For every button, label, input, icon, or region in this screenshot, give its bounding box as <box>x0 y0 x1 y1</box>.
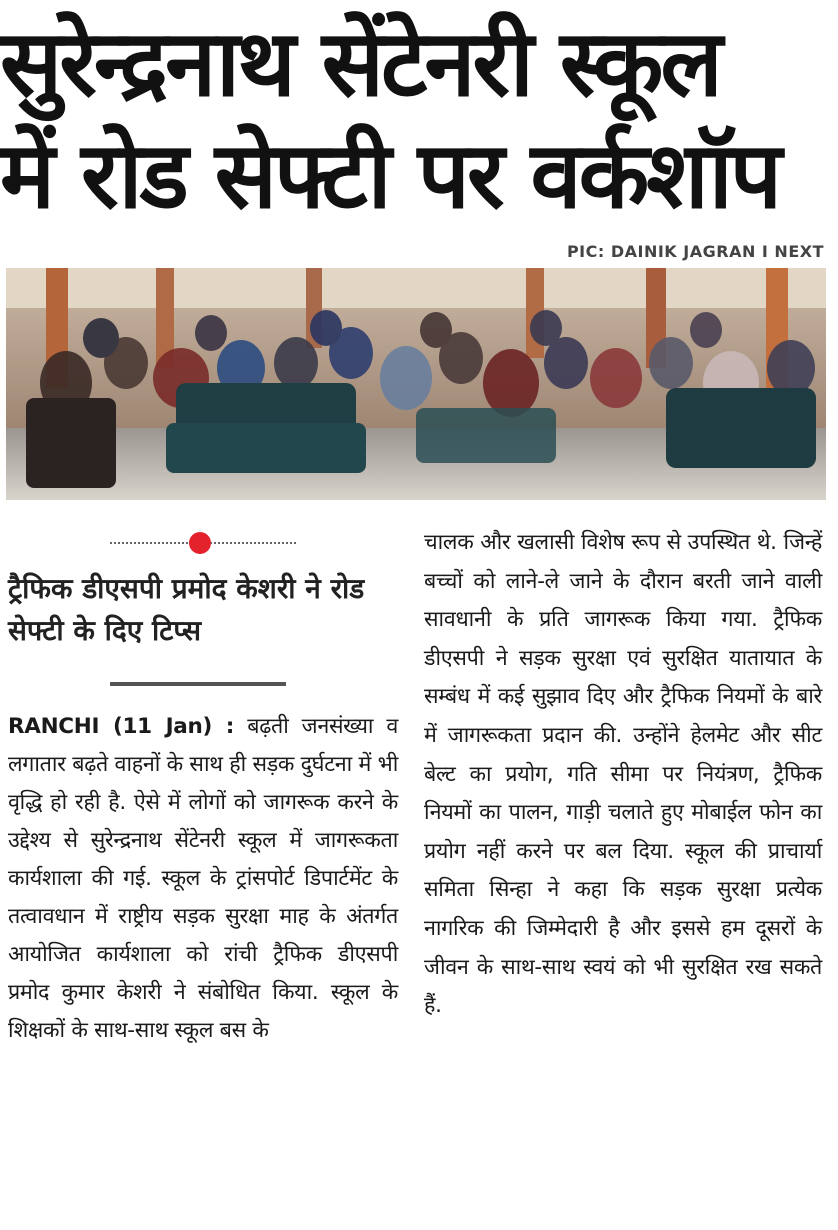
photo-credit: PIC: DAINIK JAGRAN I NEXT <box>566 242 824 261</box>
subheadline: ट्रैफिक डीएसपी प्रमोद केशरी ने रोड सेफ्टी के दिए टिप्स <box>8 572 365 647</box>
dateline: RANCHI (11 Jan) : <box>8 714 235 739</box>
auditorium-audience-image <box>6 268 826 500</box>
red-dot-icon <box>189 532 211 554</box>
headline-line-2: में रोड सेफ्टी पर वर्कशॉप <box>0 122 779 229</box>
section-divider <box>6 520 398 560</box>
headline-line-1: सुरेन्द्रनाथ सेंटेनरी स्कूल <box>0 10 720 117</box>
article-body-left <box>8 708 398 1050</box>
subheadline-rule <box>110 682 286 686</box>
article-text-left: बढ़ती जनसंख्या व लगातार बढ़ते वाहनों के साथ ही सड़क दुर्घटना में भी वृद्धि हो रही है. ऐसे में लोगों को जागरूक करने के उद्देश्य से सुरेन्द्रनाथ सेंटेनरी स्कूल में जागरूकता कार्यशाला की गई. स्कूल के ट्रांसपोर्ट डिपार्टमेंट के तत्वावधान में राष्ट्रीय सड़क सुरक्षा माह के अंतर्गत आयोजित कार्यशाला को रांची ट्रैफिक डीएसपी प्रमोद कुमार केशरी ने संबोधित किया. स्कूल के शिक्षकों के साथ-साथ स्कूल बस के <box>8 714 398 1043</box>
left-column <box>6 520 398 1050</box>
headline <box>0 8 830 232</box>
article-text-right: चालक और खलासी विशेष रूप से उपस्थित थे. जिन्हें बच्चों को लाने-ले जाने के दौरान बरती जाने वाली सावधानी के प्रति जागरूक किया गया. ट्रैफिक डीएसपी ने सड़क सुरक्षा एवं सुरक्षित यातायात के सम्बंध में कई सुझाव दिए और ट्रैफिक नियमों के बारे में जागरूकता प्रदान की. उन्होंने हेलमेट और सीट बेल्ट का प्रयोग, गति सीमा पर नियंत्रण, ट्रैफिक नियमों का पालन, गाड़ी चलाते हुए मोबाईल फोन का प्रयोग नहीं करने पर बल दिया. स्कूल की प्राचार्या समिता सिन्हा ने कहा कि सड़क सुरक्षा प्रत्येक नागरिक की जिम्मेदारी है और इससे हम दूसरों के जीवन के साथ-साथ स्वयं को भी सुरक्षित रख सकते हैं. <box>424 530 822 1019</box>
right-column <box>424 524 822 1026</box>
event-photo <box>6 268 826 500</box>
